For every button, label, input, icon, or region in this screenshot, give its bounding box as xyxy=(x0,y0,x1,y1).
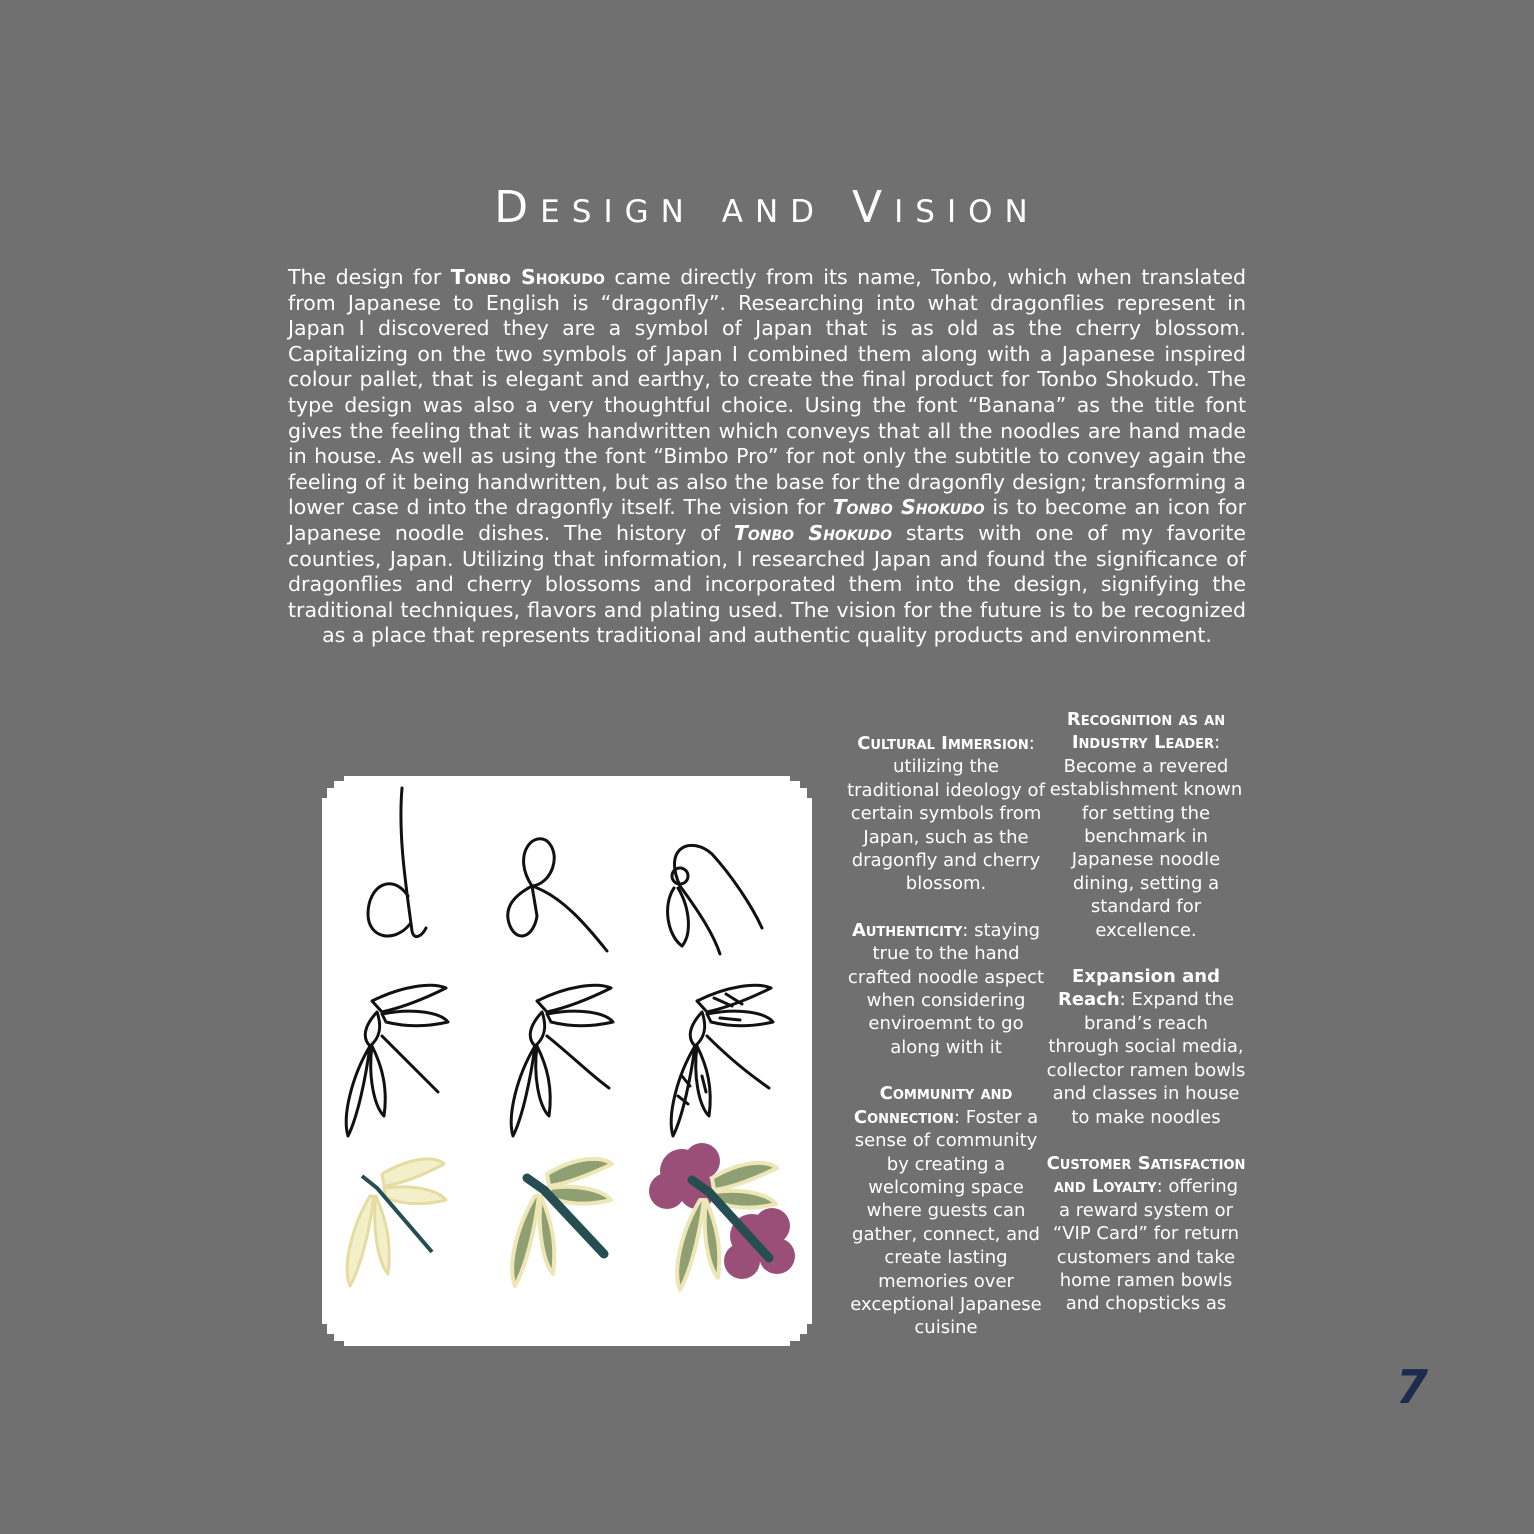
value-text: Become a revered establishment known for setting the benchmark in Japanese noodle dining, setting a standard for excellence. xyxy=(1049,755,1243,941)
brand-name: Tonbo Shokudo xyxy=(450,265,605,289)
value-item: Recognition as an Industry Leader: Become a revered establishment known for setting the benchmark in Japanese noodle dining, setting a standard for excellence. xyxy=(1049,709,1243,941)
value-item: Customer Satisfaction and Loyalty: offering a reward system or “VIP Card” for return customers and take home ramen bowls and chopsticks as xyxy=(1046,1152,1246,1315)
value-heading: Community and Connection xyxy=(853,1083,1013,1128)
intro-text-4: starts with one of my favorite counties, Japan. Utilizing that information, I researched Japan and found the significance of dragonflies and cherry blossoms and incorporated them into the design, signifying the traditional techniques, flavors and plating used. The vision for the future is to be recognized as a place that represents traditional and authentic quality products and environment. xyxy=(288,520,1246,648)
intro-text-3: is to become an icon for Japanese noodle dishes. The history of xyxy=(288,495,1246,545)
value-text: offering a reward system or “VIP Card” for return customers and take home ramen bowls and chopsticks as xyxy=(1052,1176,1240,1315)
value-text: Expand the brand’s reach through social media, collector ramen bowls and classes in house to make noodles xyxy=(1046,989,1246,1128)
intro-text-2: came directly from its name, Tonbo, which when translated from Japanese to English is “dragonfly”. Researching into what dragonflies represent in Japan I discovered they are a symbol of Japan that is as old as the cherry blossom. Capitalizing on the two symbols of Japan I combined them along with a Japanese inspired colour pallet, that is elegant and earthy, to create the final product for Tonbo Shokudo. The type design was also a very thoughtful choice. Using the font “Banana” as the title font gives the feeling that it was handwritten which conveys that all the noodles are hand made in house. As well as using the font “Bimbo Pro” for not only the subtitle to convey again the feeling of it being handwritten, but as also the base for the dragonfly design; transforming a lower case d into the dragonfly itself. The vision for xyxy=(288,265,1247,520)
page-title: Design and Vision xyxy=(494,182,1040,233)
value-item: Expansion and Reach: Expand the brand’s reach through social media, collector ramen bowls and classes in house to make noodles xyxy=(1046,966,1246,1128)
values-column-right xyxy=(1046,708,1246,1339)
brand-name: Tonbo Shokudo xyxy=(832,495,985,520)
value-heading: Expansion and Reach xyxy=(1057,966,1220,1011)
value-item: Authenticity: staying true to the hand crafted noodle aspect when considering enviroemnt to go along with it xyxy=(847,919,1045,1058)
value-heading: Customer Satisfaction and Loyalty xyxy=(1046,1152,1246,1198)
value-heading: Authenticity xyxy=(851,919,963,941)
value-heading: Cultural Immersion xyxy=(857,733,1029,754)
values-column-left xyxy=(846,732,1046,1363)
page-number: 7 xyxy=(1396,1360,1429,1414)
value-item: Cultural Immersion: utilizing the traditional ideology of certain symbols from Japan, such as the dragonfly and cherry blossom. xyxy=(847,733,1045,895)
value-text: staying true to the hand crafted noodle aspect when considering enviroemnt to go along with it xyxy=(847,919,1045,1058)
intro-paragraph xyxy=(288,265,1246,649)
brand-name: Tonbo Shokudo xyxy=(733,520,893,545)
dragonfly-progression-icon xyxy=(322,776,812,1346)
value-item: Community and Connection: Foster a sense of community by creating a welcoming space where guests can gather, connect, and create lasting memories over exceptional Japanese cuisine xyxy=(850,1083,1042,1339)
value-text: utilizing the traditional ideology of certain symbols from Japan, such as the dragonfly and cherry blossom. xyxy=(847,756,1045,895)
value-heading: Recognition as an Industry Leader xyxy=(1066,709,1226,754)
dragonfly-artwork xyxy=(322,776,812,1346)
intro-text-1: The design for xyxy=(288,265,451,289)
value-text: Foster a sense of community by creating a welcoming space where guests can gather, connect, and create lasting memories over exceptional Japanese cuisine xyxy=(850,1106,1042,1339)
